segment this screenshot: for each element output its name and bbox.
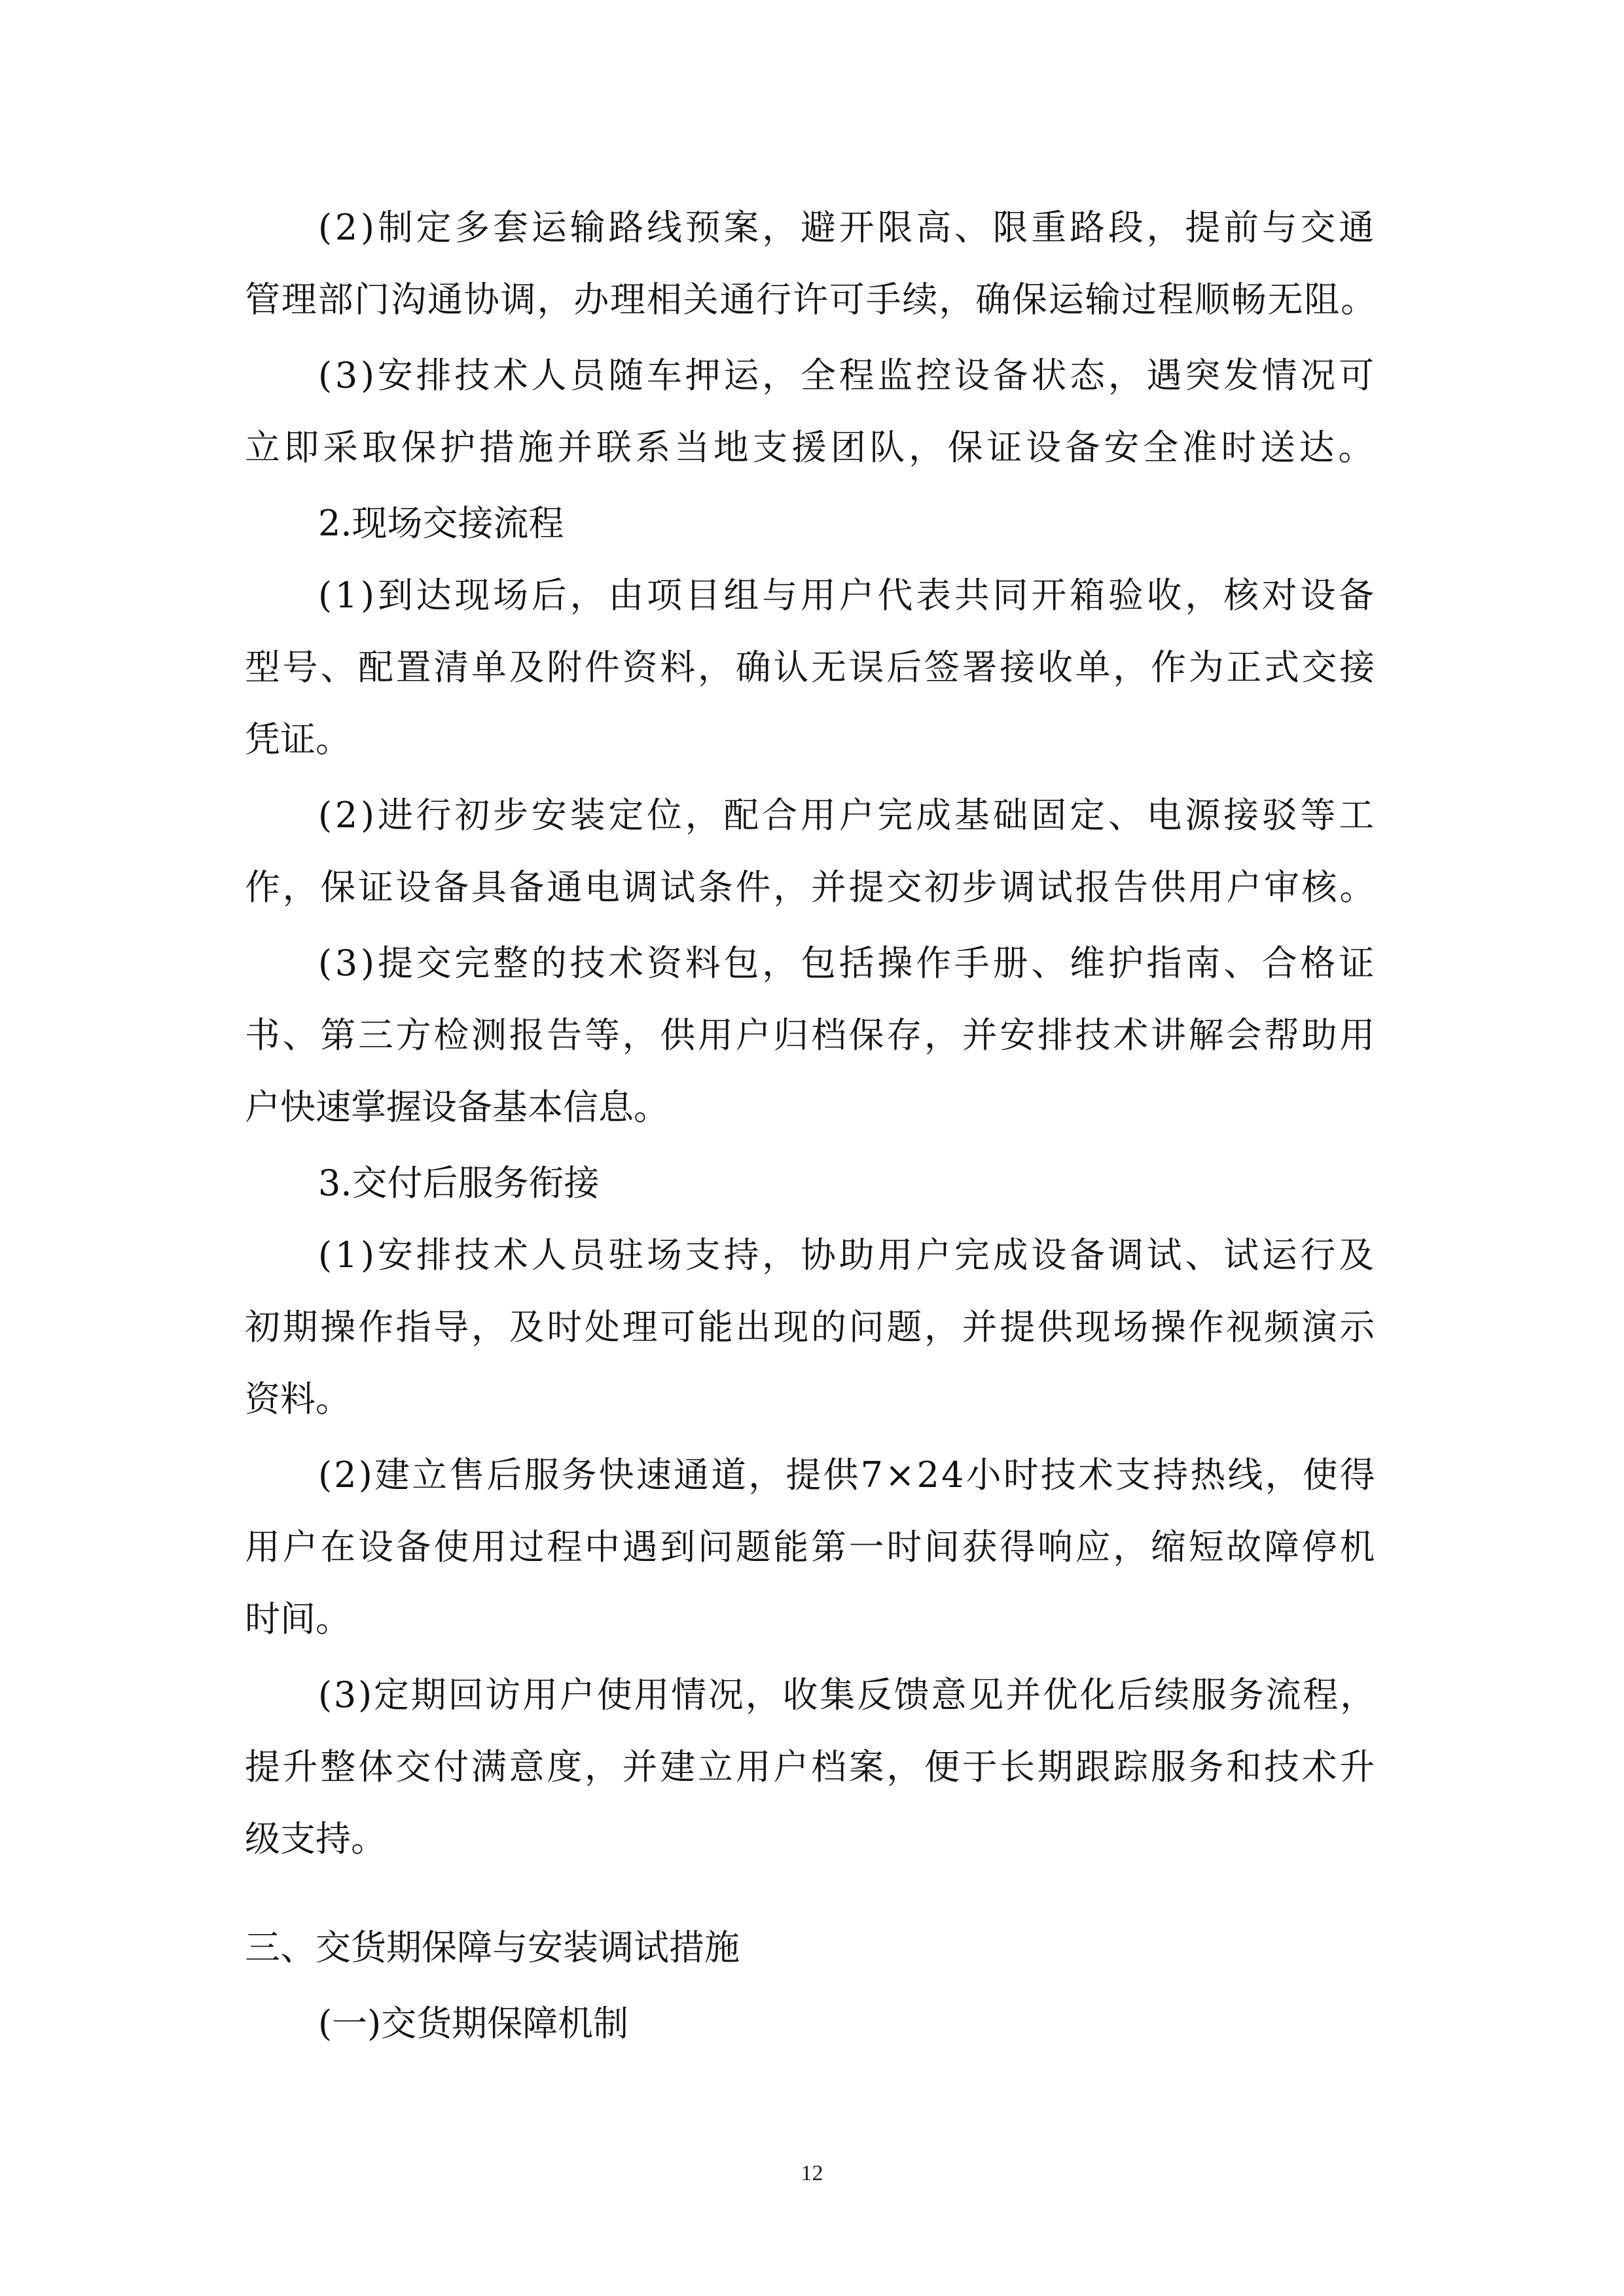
text-line-content: 户快速掌握设备基本信息。 — [245, 1086, 669, 1128]
text-line — [0, 1449, 1624, 1501]
text-line-content: 型号、配置清单及附件资料，确认无误后签署接收单，作为正式交接 — [245, 647, 1377, 688]
text-line — [0, 274, 1624, 326]
text-line — [0, 641, 1624, 694]
text-line-content: (2)进行初步安装定位，配合用户完成基础固定、电源接驳等工 — [318, 795, 1377, 836]
text-line-content: 立即采取保护措施并联系当地支援团队，保证设备安全准时送达。 — [245, 427, 1377, 468]
text-line — [0, 202, 1624, 254]
text-line — [0, 713, 1624, 766]
text-line — [0, 1373, 1624, 1426]
text-line-content: (1)到达现场后，由项目组与用户代表共同开箱验收，核对设备 — [318, 575, 1377, 616]
text-line — [0, 1922, 1624, 1974]
text-line-content: (3)定期回访用户使用情况，收集反馈意见并优化后续服务流程， — [318, 1674, 1377, 1715]
text-line — [0, 1998, 1624, 2050]
text-line-content: 资料。 — [245, 1378, 351, 1420]
text-line — [0, 861, 1624, 914]
text-line — [0, 1009, 1624, 1062]
text-line — [0, 1593, 1624, 1645]
text-line — [0, 1669, 1624, 1721]
text-line-content: (3)安排技术人员随车押运，全程监控设备状态，遇突发情况可 — [318, 355, 1377, 396]
text-line — [0, 497, 1624, 550]
text-line-content: 书、第三方检测报告等，供用户归档保存，并安排技术讲解会帮助用 — [245, 1014, 1377, 1056]
text-line-content: (2)制定多套运输路线预案，避开限高、限重路段，提前与交通 — [318, 207, 1377, 248]
text-line-content: 级支持。 — [245, 1818, 386, 1859]
text-line-content: 管理部门沟通协调，办理相关通行许可手续，确保运输过程顺畅无阻。 — [245, 279, 1377, 320]
text-line-content: 作，保证设备具备通电调试条件，并提交初步调试报告供用户审核。 — [245, 867, 1377, 908]
text-line-content: 2.现场交接流程 — [318, 503, 564, 544]
text-line-content: 时间。 — [245, 1598, 351, 1640]
text-line — [0, 1521, 1624, 1573]
text-line-content: (一)交货期保障机制 — [318, 2003, 629, 2044]
text-line — [0, 422, 1624, 474]
text-line — [0, 1081, 1624, 1134]
text-line — [0, 1157, 1624, 1210]
text-line — [0, 569, 1624, 622]
text-line-content: 初期操作指导，及时处理可能出现的问题，并提供现场操作视频演示 — [245, 1306, 1377, 1348]
text-line — [0, 789, 1624, 842]
text-line-content: 3.交付后服务衔接 — [318, 1162, 600, 1204]
text-line-content: (1)安排技术人员驻场支持，协助用户完成设备调试、试运行及 — [318, 1234, 1377, 1276]
text-line — [0, 1741, 1624, 1793]
text-line — [0, 1813, 1624, 1865]
page-number: 12 — [801, 2161, 823, 2185]
text-line — [0, 350, 1624, 402]
text-line-content: 提升整体交付满意度，并建立用户档案，便于长期跟踪服务和技术升 — [245, 1746, 1377, 1787]
text-line — [0, 937, 1624, 990]
text-line-content: (3)提交完整的技术资料包，包括操作手册、维护指南、合格证 — [318, 942, 1377, 984]
text-line-content: 三、交货期保障与安装调试措施 — [245, 1927, 740, 1968]
text-line — [0, 1229, 1624, 1282]
text-line-content: 用户在设备使用过程中遇到问题能第一时间获得响应，缩短故障停机 — [245, 1526, 1377, 1568]
text-line-content: (2)建立售后服务快速通道，提供7×24小时技术支持热线，使得 — [318, 1454, 1377, 1496]
text-line — [0, 1301, 1624, 1354]
text-line-content: 凭证。 — [245, 719, 351, 760]
